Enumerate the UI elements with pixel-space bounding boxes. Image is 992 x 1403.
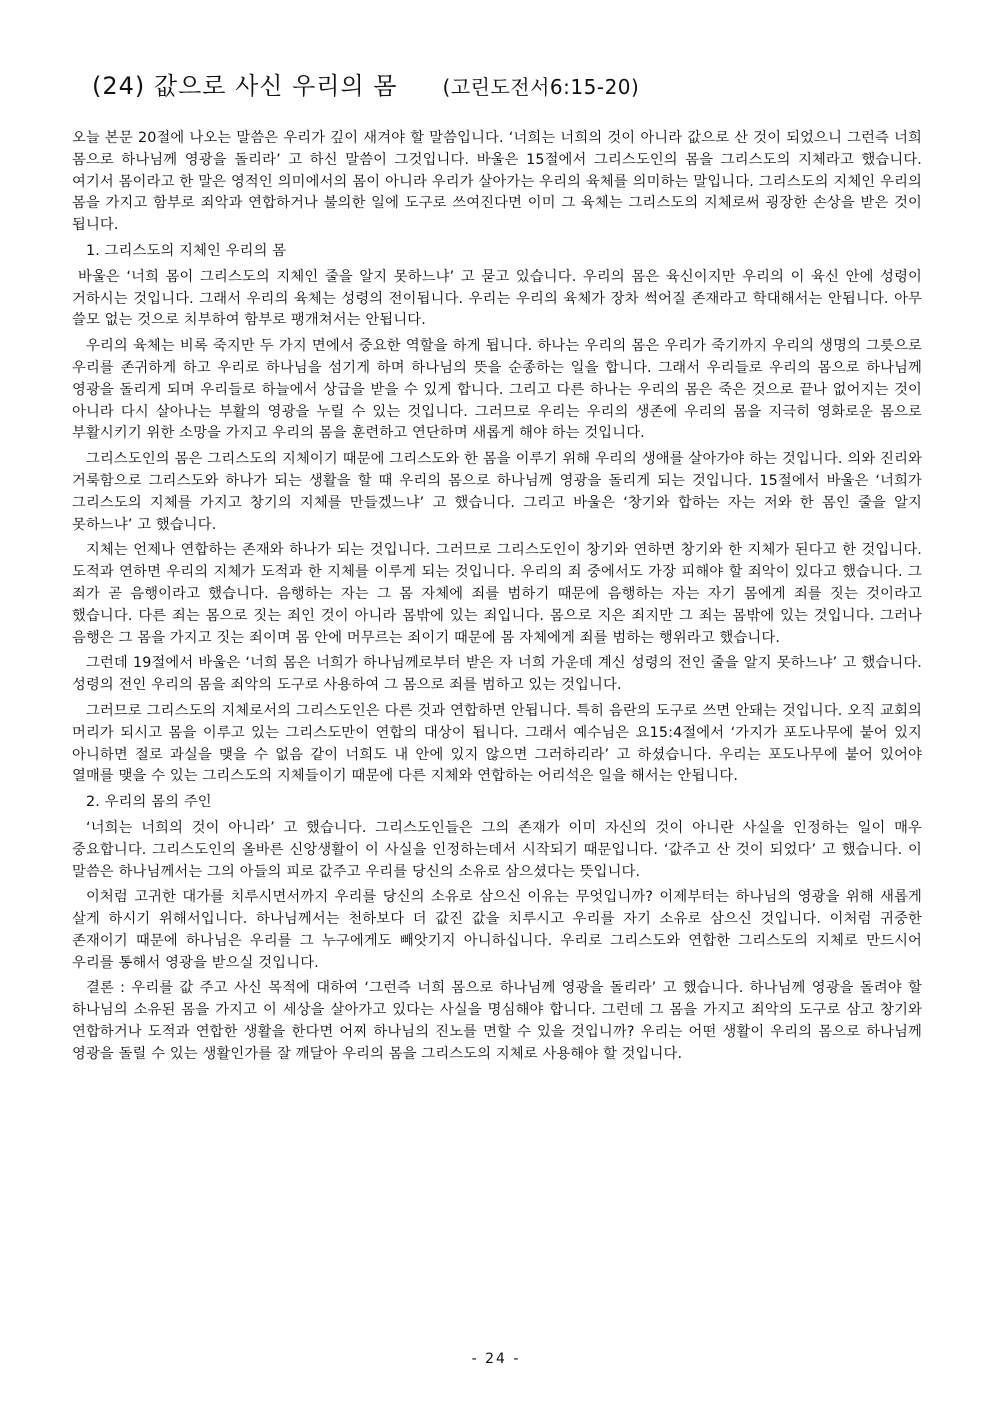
section-heading-1: 1. 그리스도의 지체인 우리의 몸 [86, 242, 287, 259]
page-number: - 24 - [471, 1351, 521, 1367]
section-heading-2: 2. 우리의 몸의 주인 [86, 794, 212, 811]
paragraph: 바울은 ‘너희 몸이 그리스도의 지체인 줄을 알지 못하느냐’ 고 묻고 있습니다. 우리의 몸은 육신이지만 우리의 이 육신 안에 성령이 거하시는 것입니다. 그래서 우리의 육체는 성령의 전이됩니다. 우리는 우리의 육체가 장차 썩어질 존재라고 학대해서는 안됩니다. 아무 쓸모 없는 것으로 치부하여 함부로 팽개쳐서는 안됩니다. [72, 268, 922, 329]
paragraph: 그런데 19절에서 바울은 ‘너희 몸은 너희가 하나님께로부터 받은 자 너희 가운데 계신 성령의 전인 줄을 알지 못하느냐’ 고 했습니다. 성령의 전인 우리의 몸을 죄악의 도구로 사용하여 그 몸으로 죄를 범하고 있는 것입니다. [72, 655, 922, 694]
paragraph: ‘너희는 너희의 것이 아니라’ 고 했습니다. 그리스도인들은 그의 존재가 이미 자신의 것이 아니란 사실을 인정하는 일이 매우 중요합니다. 그리스도인의 올바른 신앙생활이 이 사실을 인정하는데서 시작되기 때문입니다. ‘값주고 산 것이 되었다’ 고 했습니다. 이 말씀은 하나님께서는 그의 아들의 피로 값주고 우리를 당신의 소유로 삼으셨다는 뜻입니다. [72, 819, 922, 880]
sermon-body [72, 128, 922, 1066]
paragraph-intro: 오늘 본문 20절에 나오는 말씀은 우리가 깊이 새겨야 할 말씀입니다. ‘너희는 너희의 것이 아니라 값으로 산 것이 되었으니 그런즉 너희 몸으로 하나님께 영광을 돌리라’ 고 하신 말씀이 그것입니다. 바울은 15절에서 그리스도인의 몸을 그리스도의 지체라고 했습니다. 여기서 몸이라고 한 말은 영적인 의미에서의 몸이 아니라 우리가 살아가는 우리의 육체를 의미하는 말입니다. 그리스도의 지체인 우리의 몸을 가지고 함부로 죄악과 연합하거나 불의한 일에 도구로 쓰여진다면 이미 그 육체는 그리스도의 지체로써 굉장한 손상을 받은 것이 됩니다. [72, 130, 922, 234]
paragraph: 지체는 언제나 연합하는 존재와 하나가 되는 것입니다. 그러므로 그리스도인이 창기와 연하면 창기와 한 지체가 된다고 한 것입니다. 도적과 연하면 우리의 지체가 도적과 한 지체를 이루게 되는 것입니다. 우리의 죄 중에서도 가장 피해야 할 죄악이 있다고 했습니다. 그 죄가 곧 음행이라고 했습니다. 음행하는 자는 그 몸 자체에 죄를 범하기 때문에 음행하는 자는 자기 몸에게 죄를 짓는 것이라고 했습니다. 다른 죄는 몸으로 짓는 죄인 것이 아니라 몸밖에 있는 죄입니다. 몸으로 지은 죄지만 그 죄는 몸밖에 있는 것입니다. 그러나 음행은 그 몸을 가지고 짓는 죄이며 몸 안에 머무르는 죄이기 때문에 몸 자체에게 죄를 범하는 행위라고 했습니다. [72, 542, 922, 646]
title-main: (24) 값으로 사신 우리의 몸 [92, 72, 398, 100]
page-title [92, 66, 792, 106]
paragraph-conclusion: 결론 : 우리를 값 주고 사신 목적에 대하여 ‘그런즉 너희 몸으로 하나님께 영광을 돌리라’ 고 했습니다. 하나님께 영광을 돌려야 할 하나님의 소유된 몸을 가지고 이 세상을 살아가고 있다는 사실을 명심해야 합니다. 그런데 그 몸을 가지고 죄악의 도구로 삼고 창기와 연합하거나 도적과 연합한 생활을 한다면 어찌 하나님의 진노를 면할 수 있을 것입니까? 우리는 어떤 생활이 우리의 몸으로 하나님께 영광을 돌릴 수 있는 생활인가를 잘 깨달아 우리의 몸을 그리스도의 지체로 사용해야 할 것입니다. [72, 980, 922, 1062]
paragraph: 우리의 육체는 비록 죽지만 두 가지 면에서 중요한 역할을 하게 됩니다. 하나는 우리의 몸은 우리가 죽기까지 우리의 생명의 그릇으로 우리를 존귀하게 하고 우리로 하나님을 섬기게 하며 하나님의 뜻을 순종하는 일을 합니다. 그래서 우리들로 우리의 몸으로 하나님께 영광을 돌리게 되며 우리들로 하늘에서 상급을 받을 수 있게 합니다. 그리고 다른 하나는 우리의 몸은 죽은 것으로 끝나 없어지는 것이 아니라 다시 살아나는 부활의 영광을 누릴 수 있는 것입니다. 그러므로 우리는 우리의 생존에 우리의 몸을 지극히 영화로운 몸으로 부활시키기 위한 소망을 가지고 우리의 몸을 훈련하고 연단하며 새롭게 해야 하는 것입니다. [72, 338, 922, 442]
scripture-reference: (고린도전서6:15-20) [442, 75, 640, 99]
paragraph: 그러므로 그리스도의 지체로서의 그리스도인은 다른 것과 연합하면 안됩니다. 특히 음란의 도구로 쓰면 안돼는 것입니다. 오직 교회의 머리가 되시고 몸을 이루고 있는 그리스도만이 연합의 대상이 됩니다. 그래서 예수님은 요15:4절에서 ‘가지가 포도나무에 붙어 있지 아니하면 절로 과실을 맺을 수 없음 같이 너희도 내 안에 있지 않으면 그러하리라’ 고 하셨습니다. 우리는 포도나무에 붙어 있어야 열매를 맺을 수 있는 그리스도의 지체들이기 때문에 다른 지체와 연합하는 어리석은 일을 해서는 안됩니다. [72, 702, 922, 785]
paragraph: 그리스도인의 몸은 그리스도의 지체이기 때문에 그리스도와 한 몸을 이루기 위해 우리의 생애를 살아가야 하는 것입니다. 의와 진리와 거룩함으로 그리스도와 하나가 되는 생활을 할 때 우리의 몸으로 하나님께 영광을 돌리게 되는 것입니다. 15절에서 바울은 ‘너희가 그리스도의 지체를 가지고 창기의 지체를 만들겠느냐’ 고 했습니다. 그리고 바울은 ‘창기와 합하는 자는 저와 한 몸인 줄을 알지 못하느냐’ 고 했습니다. [72, 451, 922, 533]
paragraph: 이처럼 고귀한 대가를 치루시면서까지 우리를 당신의 소유로 삼으신 이유는 무엇입니까? 이제부터는 하나님의 영광을 위해 새롭게 살게 하시기 위해서입니다. 하나님께서는 천하보다 더 값진 값을 치루시고 우리를 자기 소유로 삼으신 것입니다. 이처럼 귀중한 존재이기 때문에 하나님은 우리를 그 누구에게도 빼앗기지 아니하십니다. 우리로 그리스도와 연합한 그리스도의 지체로 만드시어 우리를 통해서 영광을 받으실 것입니다. [72, 889, 922, 971]
